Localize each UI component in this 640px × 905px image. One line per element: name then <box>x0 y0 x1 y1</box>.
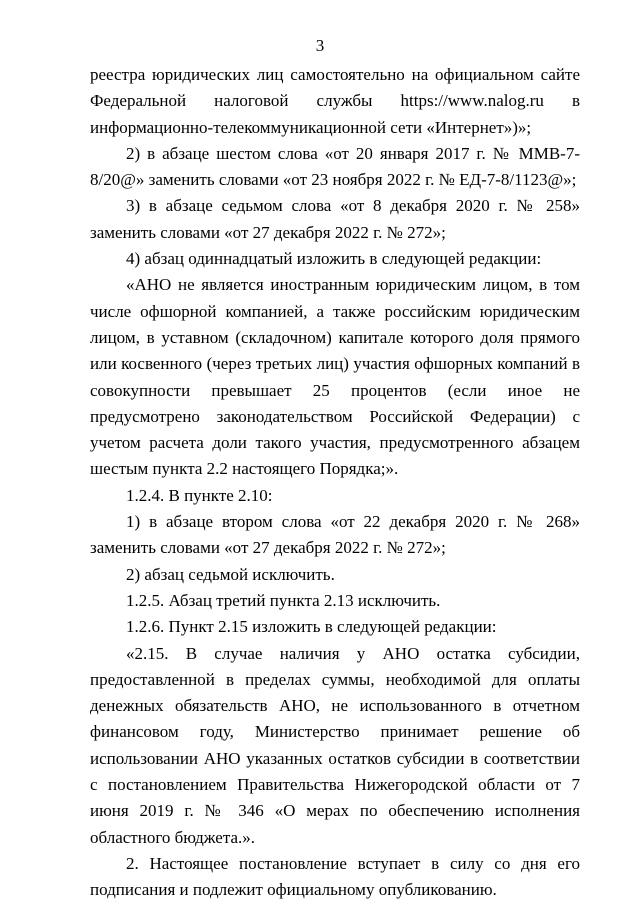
paragraph-1-2-4-item-1: 1) в абзаце втором слова «от 22 декабря 2020 г. № 268» заменить словами «от 27 декабря 2022 г. № 272»; <box>90 512 580 558</box>
paragraph-1-2-6: 1.2.6. Пункт 2.15 изложить в следующей редакции: <box>126 617 497 637</box>
paragraph-item-2: 2) в абзаце шестом слова «от 20 января 2017 г. № ММВ-7-8/20@» заменить словами «от 23 ноября 2022 г. № ЕД-7-8/1123@»; <box>90 143 580 190</box>
paragraph-1-2-4-item-2: 2) абзац седьмой исключить. <box>126 564 335 584</box>
paragraph-final: 2. Настоящее постановление вступает в силу со дня его подписания и подлежит официальному опубликованию. <box>90 853 580 900</box>
paragraph-1-2-5: 1.2.5. Абзац третий пункта 2.13 исключить. <box>126 590 441 610</box>
paragraph-quote-2-15: «2.15. В случае наличия у АНО остатка субсидии, предоставленной в пределах суммы, необходимой для оплаты денежных обязательств АНО, не использованного в отчетном финансовом году, Министерство принимает решение об использовании АНО указанных остатков субсидии в соответствии с постановлением Правительства Нижегородской области от 7 июня 2019 г. № 346 «О мерах по обеспечению исполнения областного бюджета.». <box>90 643 580 847</box>
page-number: 3 <box>315 36 325 55</box>
paragraph-quote-ano: «АНО не является иностранным юридическим лицом, в том числе офшорной компанией, а также российским юридическим лицом, в уставном (складочном) капитале которого доля прямого или косвенного (через третьих лиц) участия офшорных компаний в совокупности превышает 25 процентов (если иное не предусмотрено законодательством Российской Федерации) с учетом расчета доли такого участия, предусмотренного абзацем шестым пункта 2.2 настоящего Порядка;». <box>90 275 580 479</box>
paragraph-continuation: реестра юридических лиц самостоятельно на официальном сайте Федеральной налоговой службы https://www.nalog.ru в информационно-телекоммуникационной сети «Интернет»)»; <box>90 65 580 137</box>
paragraph-1-2-4: 1.2.4. В пункте 2.10: <box>126 485 273 505</box>
document-body <box>90 62 580 904</box>
paragraph-item-3: 3) в абзаце седьмом слова «от 8 декабря 2020 г. № 258» заменить словами «от 27 декабря 2022 г. № 272»; <box>90 196 580 242</box>
paragraph-item-4: 4) абзац одиннадцатый изложить в следующей редакции: <box>126 249 542 269</box>
